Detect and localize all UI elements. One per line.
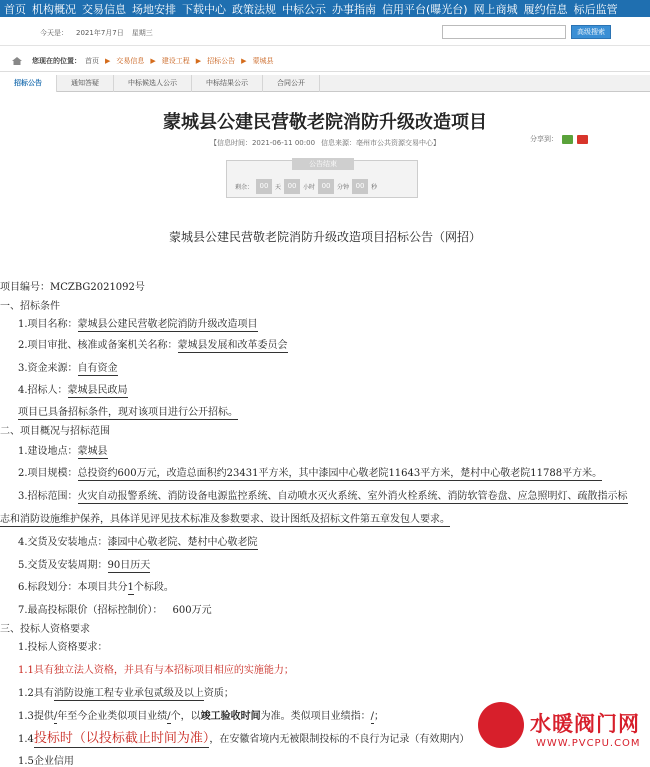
today-info — [40, 28, 161, 38]
breadcrumb-separator: ▶ — [195, 57, 202, 65]
breadcrumb-tender-notice[interactable]: 招标公告 — [207, 57, 236, 65]
tab-qa-notice[interactable]: 通知答疑 — [57, 75, 114, 92]
countdown-row — [235, 179, 377, 194]
nav-mall[interactable]: 网上商城 — [473, 2, 518, 16]
list-item: 1.建设地点：蒙城县 — [18, 446, 108, 457]
list-item: 4.交货及安装地点：漆园中心敬老院、楚村中心敬老院 — [18, 537, 258, 548]
brand-logo-icon — [478, 702, 524, 748]
weibo-share-icon[interactable] — [577, 135, 588, 144]
list-item: 2.项目规模：总投资约600万元，改造总面积约23431平方米，其中漆园中心敬老院11643平方米，楚村中心敬老院11788平方米。 — [18, 468, 603, 479]
tab-result-notice[interactable]: 中标结果公示 — [192, 75, 263, 92]
countdown-hours-unit: 小时 — [303, 184, 316, 191]
nav-guide[interactable]: 办事指南 — [332, 2, 376, 16]
list-item: 4.招标人：蒙城县民政局 — [18, 385, 128, 396]
breadcrumb — [0, 51, 650, 72]
countdown-panel — [226, 160, 418, 198]
nav-download[interactable]: 下载中心 — [182, 2, 226, 16]
nav-home[interactable]: 首页 — [4, 2, 26, 16]
countdown-minutes-unit: 分钟 — [337, 184, 350, 191]
countdown-caption: 公告结束 — [292, 158, 354, 170]
breadcrumb-separator: ▶ — [105, 57, 111, 65]
list-item: 3.招标范围：火灾自动报警系统、消防设备电源监控系统、自动喷水灭火系统、室外消火栓系统、消防软管卷盘、应急照明灯、疏散指示标 — [18, 491, 628, 502]
nav-venue[interactable]: 场地安排 — [132, 2, 176, 16]
project-number: 项目编号：MCZBG2021092号 — [0, 282, 145, 293]
section-heading: 一、招标条件 — [0, 301, 60, 312]
nav-credit[interactable]: 信用平台(曝光台) — [382, 2, 468, 16]
list-item: 志和消防设施维护保养，具体详见评见技术标准及参数要求、设计图纸及招标文件第五章发包人要求。 — [0, 514, 450, 525]
share-label: 分享到： — [530, 135, 558, 143]
countdown-seconds-unit: 秒 — [371, 184, 378, 191]
home-icon — [12, 57, 22, 65]
nav-policy[interactable]: 政策法规 — [232, 2, 276, 16]
list-item: 1.4投标时（以投标截止时间为准），在安徽省境内无被限制投标的不良行为记录（有效期内） — [18, 731, 470, 746]
notice-subtitle: 蒙城县公建民营敬老院消防升级改造项目招标公告（网招） — [168, 230, 481, 244]
list-item: 1.1具有独立法人资格，并具有与本招标项目相应的实施能力； — [18, 665, 294, 676]
list-item: 项目已具备招标条件，现对该项目进行公开招标。 — [18, 407, 238, 418]
breadcrumb-construction[interactable]: 建设工程 — [161, 57, 190, 65]
list-item: 2.项目审批、核准或备案机关名称：蒙城县发展和改革委员会 — [18, 340, 288, 351]
countdown-remaining-label: 剩余： — [235, 184, 254, 191]
breadcrumb-label: 您现在的位置： — [32, 57, 81, 65]
breadcrumb-trade-info[interactable]: 交易信息 — [116, 57, 145, 65]
countdown-days: 00 — [256, 179, 272, 194]
list-item: 7.最高投标限价（招标控制价）： 600万元 — [18, 605, 212, 616]
watermark-url: WWW.PVCPU.COM — [536, 738, 641, 749]
section-heading: 二、项目概况与招标范围 — [0, 426, 110, 437]
page-title: 蒙城县公建民营敬老院消防升级改造项目 — [163, 112, 487, 133]
today-weekday: 星期三 — [131, 29, 153, 37]
list-item: 1.2具有消防设施工程专业承包贰级及以上资质； — [18, 688, 234, 699]
countdown-hours: 00 — [284, 179, 300, 194]
countdown-minutes: 00 — [318, 179, 334, 194]
list-item: 1.3提供/年至今企业类似项目业绩/个，以竣工验收时间为准。类似项目业绩指：/； — [18, 711, 385, 722]
info-source: 信息来源：亳州市公共资源交易中心】 — [321, 139, 441, 147]
list-item: 6.标段划分：本项目共分1个标段。 — [18, 582, 174, 593]
section-heading: 三、投标人资格要求 — [0, 624, 90, 635]
list-item: 1.项目名称：蒙城县公建民营敬老院消防升级改造项目 — [18, 319, 258, 330]
tab-contract-public[interactable]: 合同公开 — [263, 75, 320, 92]
breadcrumb-county[interactable]: 蒙城县 — [252, 57, 274, 65]
today-date: 2021年7月7日 — [76, 29, 124, 37]
search-input[interactable] — [442, 25, 566, 39]
nav-performance[interactable]: 履约信息 — [523, 2, 568, 16]
list-item: 3.资金来源：自有资金 — [18, 363, 118, 374]
breadcrumb-separator: ▶ — [241, 57, 247, 65]
nav-about[interactable]: 机构概况 — [32, 2, 76, 16]
watermark — [474, 702, 650, 757]
nav-trade-info[interactable]: 交易信息 — [82, 2, 126, 16]
breadcrumb-home[interactable]: 首页 — [85, 57, 99, 65]
date-bar — [0, 18, 650, 46]
top-navigation — [0, 0, 650, 17]
list-item: 1.5企业信用 — [18, 756, 74, 767]
tab-tender-notice[interactable]: 招标公告 — [0, 75, 57, 92]
nav-award-notice[interactable]: 中标公示 — [282, 2, 326, 16]
advanced-search-button[interactable]: 高级搜索 — [571, 25, 611, 39]
countdown-seconds: 00 — [352, 179, 368, 194]
notice-tabs — [0, 75, 650, 92]
list-item: 5.交货及安装周期：90日历天 — [18, 560, 151, 571]
wechat-share-icon[interactable] — [562, 135, 573, 144]
today-label: 今天是： — [40, 29, 68, 37]
tab-candidate-notice[interactable]: 中标候选人公示 — [114, 75, 192, 92]
share-bar — [530, 134, 588, 144]
info-time: 【信息时间：2021-06-11 00:00 — [209, 139, 316, 147]
watermark-brand: 水暖阀门网 — [530, 712, 640, 736]
breadcrumb-separator: ▶ — [150, 57, 156, 65]
list-item: 1.投标人资格要求： — [18, 642, 108, 653]
countdown-days-unit: 天 — [275, 184, 282, 191]
nav-post-supervision[interactable]: 标后监管 — [573, 2, 618, 16]
